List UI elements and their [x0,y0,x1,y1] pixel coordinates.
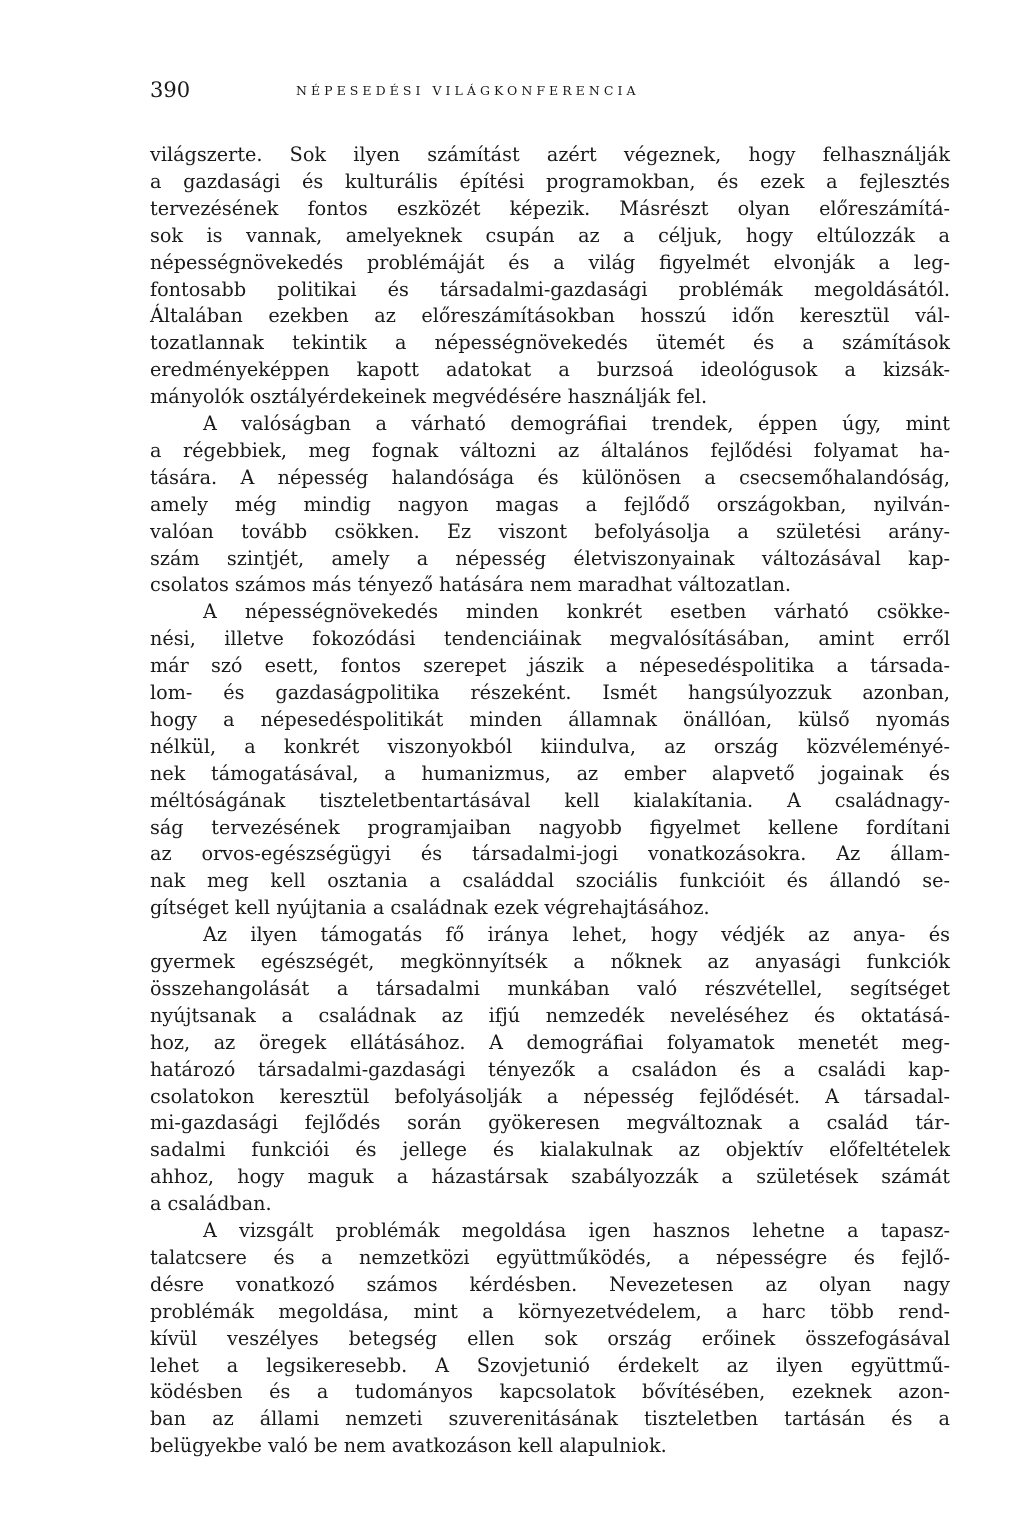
text-line: sadalmi funkciói és jellege és kialakulnak az objektív előfeltételek [150,1138,950,1162]
text-line: a gazdasági és kulturális építési programokban, és ezek a fejlesztés [150,169,950,193]
text-line: désre vonatkozó számos kérdésben. Nevezetesen az olyan nagy [150,1272,950,1296]
text-line: nyújtsanak a családnak az ifjú nemzedék neveléséhez és oktatásá- [150,1003,950,1027]
text-line: sok is vannak, amelyeknek csupán az a céljuk, hogy eltúlozzák a [150,223,950,247]
text-line: népességnövekedés problémáját és a világ figyelmét elvonják a leg- [150,250,950,274]
text-line: valóan tovább csökken. Ez viszont befolyásolja a születési arány- [150,519,950,543]
text-line: hoz, az öregek ellátásához. A demográfiai folyamatok menetét meg- [150,1030,950,1054]
text-line: Az ilyen támogatás fő iránya lehet, hogy védjék az anya- és [203,923,950,947]
text-line: határozó társadalmi-gazdasági tényezők a családon és a családi kap- [150,1057,950,1081]
text-line: eredményeképpen kapott adatokat a burzsoá ideológusok a kizsák- [150,358,950,382]
text-line: nélkül, a konkrét viszonyokból kiindulva, az ország közvéleményé- [150,734,950,758]
text-line: problémák megoldása, mint a környezetvédelem, a harc több rend- [150,1299,950,1323]
text-line: Általában ezekben az előreszámításokban hosszú időn keresztül vál- [150,304,950,328]
text-line: nési, illetve fokozódási tendenciáinak megvalósításában, amint erről [150,627,950,651]
text-line: gyermek egészségét, megkönnyítsék a nőknek az anyasági funkciók [150,950,950,973]
text-line: hogy a népesedéspolitikát minden államnak önállóan, külső nyomás [150,707,950,731]
text-line: ködésben és a tudományos kapcsolatok bővítésében, ezeknek azon- [150,1380,950,1404]
text-line: nak meg kell osztania a családdal szociális funkcióit és állandó se- [150,869,950,893]
text-line: ahhoz, hogy maguk a házastársak szabályozzák a születések számát [150,1165,950,1189]
text-line: világszerte. Sok ilyen számítást azért végeznek, hogy felhasználják [150,143,950,166]
page-number: 390 [150,78,191,102]
text-line: csolatokon keresztül befolyásolják a népesség fejlődését. A társadal- [150,1084,950,1108]
text-line: már szó esett, fontos szerepet jászik a népesedéspolitika a társada- [150,654,950,678]
text-line: a régebbiek, meg fognak változni az általános fejlődési folyamat ha- [150,438,950,462]
text-line: lehet a legsikeresebb. A Szovjetunió érdekelt az ilyen együttmű- [150,1353,950,1377]
text-line: összehangolását a társadalmi munkában való részvétellel, segítséget [150,976,950,1000]
text-line: ság tervezésének programjaiban nagyobb figyelmet kellene fordítani [150,815,950,839]
text-line: szám szintjét, amely a népesség életviszonyainak változásával kap- [150,546,950,570]
text-line: ban az állami nemzeti szuverenitásának tiszteletben tartásán és a [150,1407,950,1431]
text-line: A valóságban a várható demográfiai trendek, éppen úgy, mint [203,412,950,435]
page-header [150,76,950,104]
text-line: méltóságának tiszteletbentartásával kell kialakítania. A családnagy- [150,788,950,812]
body-text [150,140,950,1458]
text-line: a családban. [150,1192,272,1216]
text-line: kívül veszélyes betegség ellen sok ország erőinek összefogásával [150,1326,950,1350]
text-line: tozatlannak tekintik a népességnövekedés ütemét és a számítások [150,331,950,355]
text-line: gítséget kell nyújtania a családnak ezek végrehajtásához. [150,896,710,920]
text-line: lom- és gazdaságpolitika részeként. Ismét hangsúlyozzuk azonban, [150,681,950,704]
text-line: A népességnövekedés minden konkrét esetben várható csökke- [203,600,950,624]
text-line: mányolók osztályérdekeinek megvédésére használják fel. [150,385,708,409]
text-line: talatcsere és a nemzetközi együttműködés, a népességre és fejlő- [150,1245,950,1269]
text-line: tervezésének fontos eszközét képezik. Másrészt olyan előreszámítá- [150,196,950,220]
text-line: amely még mindig nagyon magas a fejlődő országokban, nyilván- [150,492,950,516]
text-line: nek támogatásával, a humanizmus, az ember alapvető jogainak és [150,761,950,785]
text-line: belügyekbe való be nem avatkozáson kell alapulniok. [150,1434,667,1458]
text-line: fontosabb politikai és társadalmi-gazdasági problémák megoldásától. [150,277,950,301]
text-line: csolatos számos más tényező hatására nem maradhat változatlan. [150,573,792,597]
text-line: tására. A népesség halandósága és különösen a csecsemőhalandóság, [150,465,950,489]
running-head: NÉPESEDÉSI VILÁGKONFERENCIA [296,83,640,98]
text-line: mi-gazdasági fejlődés során gyökeresen megváltoznak a család tár- [150,1111,950,1135]
text-line: A vizsgált problémák megoldása igen hasznos lehetne a tapasz- [203,1219,950,1242]
text-line: az orvos-egészségügyi és társadalmi-jogi vonatkozásokra. Az állam- [150,842,950,866]
